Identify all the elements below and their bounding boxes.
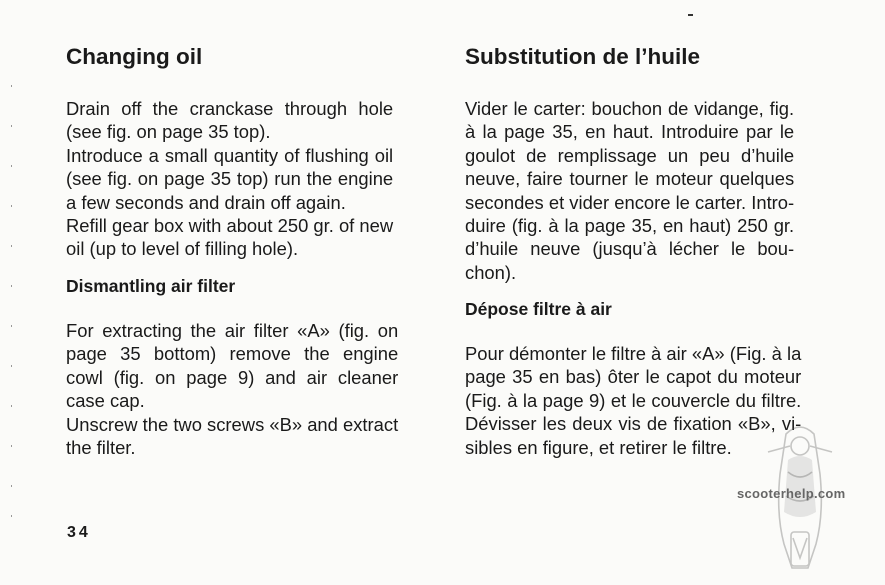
text-line: chon). [465,261,517,283]
text-line: page 35 bottom) remove the engine [66,343,399,365]
text-line: Unscrew the two screws «B» and extract [66,413,399,435]
binding-margin-marks [9,85,15,525]
text-line: Refill gear box with about 250 gr. of new [66,214,394,236]
subtitle-dismantling-air-filter: Dismantling air filter [66,276,236,296]
text-line: (Fig. à la page 9) et le couvercle du filtre. [465,389,802,411]
text-line: à la page 35, en haut. Introduire par le [465,121,795,143]
text-line: (see fig. on page 35 top) run the engine [66,168,394,190]
substitution-huile-paragraph [465,97,794,284]
depose-filtre-paragraph [465,342,801,459]
text-line: neuve, faire tourner le moteur quelques [465,168,795,190]
text-line: Vider le carter: bouchon de vidange, fig. [465,98,795,119]
air-filter-paragraph [66,319,398,459]
watermark-text: scooterhelp.com [737,486,846,501]
text-line: d’huile neuve (jusqu’à lécher le bou- [465,238,795,260]
text-line: goulot de remplissage un peu d’huile [465,144,795,166]
text-line: Pour démonter le filtre à air «A» (Fig. à la [465,343,802,364]
text-line: case cap. [66,390,145,412]
text-line: the filter. [66,436,136,458]
subtitle-depose-filtre: Dépose filtre à air [465,299,612,319]
text-line: (see fig. on page 35 top). [66,121,271,143]
text-line: a few seconds and drain off again. [66,191,346,213]
scan-mark [688,14,693,16]
text-line: secondes et vider encore le carter. Intro- [465,191,795,213]
text-line: Introduce a small quantity of flushing oil [66,144,394,166]
title-substitution-huile: Substitution de l’huile [465,44,700,69]
text-line: Drain off the cranckase through hole [66,98,394,119]
text-line: page 35 en bas) ôter le capot du moteur [465,366,802,388]
text-line: For extracting the air filter «A» (fig. on [66,320,399,341]
changing-oil-paragraph [66,97,393,261]
text-line: oil (up to level of filling hole). [66,238,299,260]
text-line: duire (fig. à la page 35, en haut) 250 gr. [465,214,795,236]
title-changing-oil: Changing oil [66,44,203,69]
text-line: Dévisser les deux vis de fixation «B», vi- [465,413,802,435]
text-line: sibles en figure, et retirer le filtre. [465,436,732,458]
page-number: 34 [67,524,91,541]
text-line: cowl (fig. on page 9) and air cleaner [66,366,399,388]
